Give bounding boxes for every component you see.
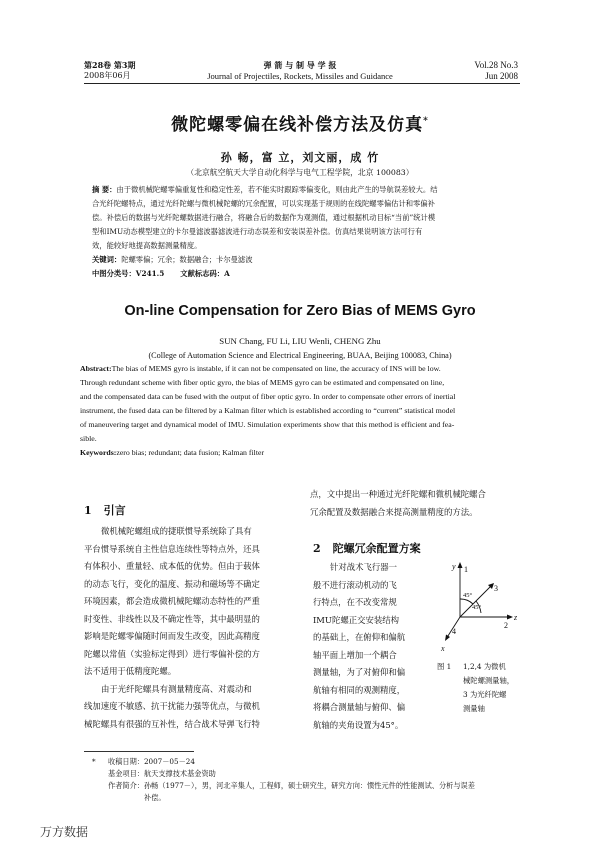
date-en: Jun 2008 (485, 71, 518, 81)
body-line: 将耦合测量轴与俯仰、偏 (313, 702, 406, 712)
abstract-en-line: instrument, the fused data can be filtered by a Kalman filter which is established according to “current” statistical model (80, 406, 456, 415)
abstract-en-line: Through redundant scheme with fiber optic gyro, the bias of MEMS gyro can be estimated and compensated on line, (80, 378, 445, 387)
abstract-en-line: Abstract:The bias of MEMS gyro is instable, if it can not be compensated on line, the accuracy of INS will be low. (80, 364, 441, 373)
section-2-body (313, 559, 435, 734)
keywords-cn: 关键词：陀螺零偏；冗余；数据融合；卡尔曼滤波 (92, 255, 253, 264)
angle-label-1: 45° (463, 592, 473, 599)
axis-y-arrow (458, 562, 463, 568)
keywords-en: Keywords:zero bias; redundant; data fusion; Kalman filter (80, 448, 265, 457)
volume-issue-en: Vol.28 No.3 (474, 60, 518, 70)
body-line: 般不进行滚动机动的飞 (313, 579, 397, 590)
footnote-received: * 收稿日期：2007－05－24 (92, 757, 195, 766)
classification: 中图分类号：V241.5 文献标志码：A (92, 269, 230, 278)
body-line: 线加速度不敏感、抗干扰能力强等优点，与微机 (84, 701, 260, 711)
paper-title-en: On-line Compensation for Zero Bias of MEMS Gyro (124, 303, 476, 319)
abstract-cn-label: 摘 要： (92, 185, 117, 194)
axis-number-1: 1 (464, 565, 468, 574)
body-line: 的基础上，在俯仰和偏航 (313, 632, 406, 642)
classification-value: V241.5 (135, 269, 165, 278)
body-line: 平台惯导系统自主性信息连续性等特点外，还具 (84, 543, 260, 554)
body-line: IMU陀螺正交安装结构 (313, 614, 399, 625)
axis-label-y: y (452, 562, 456, 571)
body-line: 测量轴，为了对俯仰和偏 (313, 667, 406, 677)
body-line: 航轴有相同的观测精度， (313, 684, 406, 695)
figure-1-diagram (440, 557, 530, 657)
title-footnote-mark: * (423, 116, 429, 127)
axis-number-2: 2 (504, 621, 508, 630)
footnote-rule (84, 751, 194, 752)
abstract-cn-line: 型和IMU动态模型建立的卡尔曼滤波器滤波进行动态误差和安装误差补偿。仿真结果说明该方法可行有 (92, 227, 423, 236)
body-line: 轴平面上增加一个耦合 (313, 649, 397, 660)
angle-label-2: 45° (472, 604, 482, 611)
journal-title-en: Journal of Projectiles, Rockets, Missiles and Guidance (207, 71, 393, 81)
abstract-en-line: and the compensated data can be fused with the output of fiber optic gyro. In order to compensate other errors of inertial (80, 392, 456, 401)
abstract-cn-line: 摘 要：由于微机械陀螺零偏重复性和稳定性差，若不能实时跟踪零偏变化，则由此产生的导航误差较大。结 (92, 185, 438, 194)
section-1-number: 1 (84, 504, 92, 517)
abstract-en (80, 362, 525, 460)
abstract-en-label: Abstract: (80, 364, 112, 373)
document-code: A (224, 269, 230, 278)
keywords-cn-label: 关键词： (92, 255, 122, 264)
right-column-intro (310, 486, 522, 521)
footnote-author-bio-cont: 补偿。 (144, 793, 166, 802)
body-line: 航轴的夹角设置为45°。 (313, 719, 404, 730)
footnotes (92, 756, 524, 804)
abstract-cn-line: 偿。补偿后的数据与光纤陀螺数据进行融合，将融合后的数据作为观测值，通过根据机动目标“当前”统计模 (92, 213, 436, 222)
body-line: 的动态飞行，变化的温度、振动和磁场等不确定 (84, 578, 260, 589)
axis-number-3: 3 (494, 584, 498, 593)
body-line: 环境因素，都会造成微机械陀螺动态特性的严重 (84, 596, 260, 606)
abstract-en-line: of maneuvering target and dynamical model of IMU. Simulation experiments show that this method is efficient and fea- (80, 420, 455, 429)
body-line: 冗余配置及数据融合来提高测量精度的方法。 (310, 506, 478, 517)
abstract-en-line: sible. (80, 434, 97, 443)
watermark: 万方数据 (40, 825, 89, 839)
body-line: 点，文中提出一种通过光纤陀螺和微机械陀螺合 (310, 489, 486, 499)
abstract-cn-line: 合光纤陀螺特点，通过光纤陀螺与微机械陀螺的冗余配置，可以实现基于规则的在线陀螺零偏估计和零偏补 (92, 199, 435, 208)
footnote-mark: * (92, 757, 96, 766)
axis-x-arrow (445, 635, 450, 642)
paper-title-cn (0, 110, 600, 135)
footnote-funding: 基金项目：航天支撑技术基金资助 (108, 769, 216, 778)
volume-issue-cn: 第28卷 第3期 (84, 60, 136, 70)
axis-label-z: z (514, 613, 518, 622)
journal-title-cn: 弹 箭 与 制 导 学 报 (263, 60, 337, 70)
body-line: 微机械陀螺组成的捷联惯导系统除了具有 (101, 526, 252, 536)
keywords-en-label: Keywords: (80, 448, 117, 457)
footnote-author-bio: 作者简介：孙畅（1977－），男，河北辛集人，工程师，硕士研究生，研究方向：惯性元件的性能测试、分析与误差 (108, 781, 475, 790)
axis-z-arrow (507, 615, 513, 620)
date-cn: 2008年06月 (84, 71, 131, 80)
authors-en: SUN Chang, FU Li, LIU Wenli, CHENG Zhu (219, 336, 381, 346)
axis-number-4: 4 (452, 627, 456, 636)
body-line: 有体积小、重量轻、成本低的优势。但由于载体 (84, 561, 260, 571)
body-line: 法不适用于低精度陀螺。 (84, 666, 177, 676)
body-line: 由于光纤陀螺具有测量精度高、对震动和 (101, 683, 252, 694)
affiliation-en: (College of Automation Science and Electrical Engineering, BUAA, Beijing 100083, China) (148, 351, 452, 360)
section-1-body (84, 523, 294, 733)
body-line: 陀螺以常值（实验标定得到）进行零偏补偿的方 (84, 648, 260, 659)
section-2-heading: 2 陀螺冗余配置方案 (313, 542, 421, 555)
axis-label-x: x (441, 644, 445, 653)
body-line: 时变性、非线性以及不确定性等，其中最明显的 (84, 613, 260, 624)
section-2-number: 2 (313, 542, 321, 555)
figure-1-caption-text: 1,2,4 为微机 械陀螺测量轴， 3 为光纤陀螺 测量轴 (463, 662, 515, 713)
section-1-heading: 1 引言 (84, 504, 126, 517)
paper-title-cn-text: 微陀螺零偏在线补偿方法及仿真 (171, 115, 424, 135)
body-line: 行特点，在不改变常规 (313, 597, 397, 607)
body-line: 针对战术飞行器一 (330, 562, 397, 572)
abstract-cn-line: 效，能较好地提高数据测量精度。 (92, 241, 202, 250)
affiliation-cn: （北京航空航天大学自动化科学与电气工程学院，北京 100083） (186, 168, 414, 177)
authors-cn: 孙 畅，富 立，刘文丽，成 竹 (220, 151, 380, 164)
body-line: 械陀螺具有很强的互补性，结合战术导弹飞行特 (84, 718, 260, 729)
body-line: 影响是陀螺零偏随时间而发生改变，因此高精度 (84, 631, 260, 641)
abstract-cn (92, 183, 514, 281)
figure-1-caption-label: 图 1 (437, 662, 452, 671)
header-rule (84, 83, 520, 84)
